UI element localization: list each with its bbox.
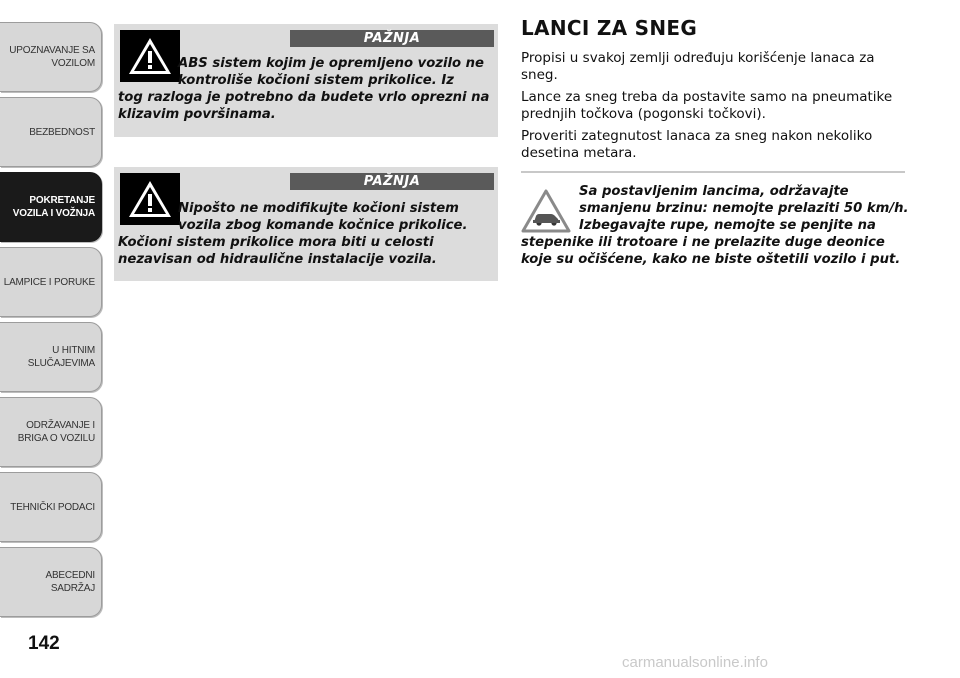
warning-text-line: Nipošto ne modifikujte kočioni sistem vozila zbog komande kočnice prikolice. <box>178 201 468 233</box>
caution-text <box>521 183 911 268</box>
tab-label: U HITNIM SLUČAJEVIMA <box>27 345 95 369</box>
warning-text <box>118 55 490 123</box>
tab-label: ODRŽAVANJE I BRIGA O VOZILU <box>17 420 95 444</box>
watermark: carmanualsonline.info <box>622 654 768 671</box>
tab-hitni-slucajevi[interactable] <box>0 322 102 392</box>
tab-label: BEZBEDNOST <box>29 126 95 138</box>
car-caution-icon <box>521 189 571 233</box>
warning-box <box>114 167 498 281</box>
tab-label: TEHNIČKI PODACI <box>10 501 95 513</box>
tab-label: UPOZNAVANJE SA VOZILOM <box>9 45 95 69</box>
warning-text-line: tog razloga je potrebno da budete vrlo oprezni na klizavim površinama. <box>118 90 490 122</box>
warning-text <box>118 200 490 268</box>
tab-label: ABECEDNI SADRŽAJ <box>45 570 95 594</box>
page-number: 142 <box>28 633 60 654</box>
warning-text-line: ABS sistem kojim je opremljeno vozilo ne kontroliše kočioni sistem prikolice. Iz <box>178 56 485 88</box>
warning-heading: PAŽNJA <box>290 30 494 47</box>
warning-box <box>114 24 498 137</box>
snow-chains-section <box>521 16 911 268</box>
tab-pokretanje[interactable] <box>0 172 102 242</box>
caution-note <box>521 183 911 268</box>
chapter-tabs <box>0 22 102 622</box>
section-title: LANCI ZA SNEG <box>521 16 698 40</box>
warning-text-line: Kočioni sistem prikolice mora biti u celosti nezavisan od hidraulične instalacije vozila. <box>118 235 437 267</box>
tab-odrzavanje[interactable] <box>0 397 102 467</box>
tab-tehnicki-podaci[interactable] <box>0 472 102 542</box>
tab-lampice[interactable] <box>0 247 102 317</box>
tab-bezbednost[interactable] <box>0 97 102 167</box>
paragraph: Proveriti zategnutost lanaca za sneg nakon nekoliko desetina metara. <box>521 128 873 161</box>
caution-text-line: Sa postavljenim lancima, održavajte smanjenu brzinu: nemojte prelaziti 50 km/h. Izbegavajte rupe, nemojte se penjite na <box>579 184 909 233</box>
tab-label: LAMPICE I PORUKE <box>3 276 95 288</box>
tab-abecedni-sadrzaj[interactable] <box>0 547 102 617</box>
tab-upoznavanje[interactable] <box>0 22 102 92</box>
paragraph: Lance za sneg treba da postavite samo na pneumatike prednjih točkova (pogonski točkovi). <box>521 89 893 122</box>
warning-heading: PAŽNJA <box>290 173 494 190</box>
tab-label: POKRETANJE VOZILA I VOŽNJA <box>12 195 95 219</box>
caution-text-line: stepenike ili trotoare i ne prelazite duge deonice koje su očišćene, kako ne biste oštetili vozilo i put. <box>521 235 901 267</box>
divider <box>521 171 905 173</box>
paragraph: Propisi u svakoj zemlji određuju korišćenje lanaca za sneg. <box>521 50 875 83</box>
